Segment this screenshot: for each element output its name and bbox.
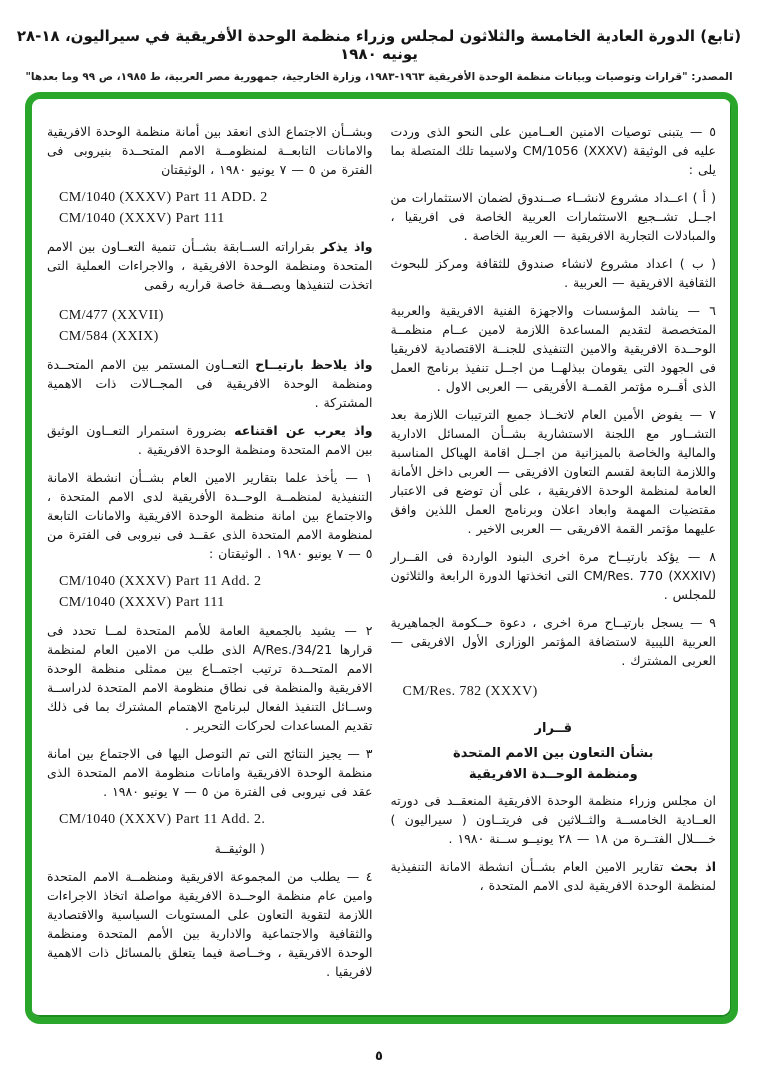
source-citation: المصدر: "قرارات وتوصيات وبيانات منظمة الوحدة الأفريقية ١٩٦٣-١٩٨٣، وزارة الخارجية، جمهورية مصر العربية، ط ١٩٨٥، ص ٩٩ وما بعدها" [25,71,733,83]
doc-ref-cm1040-part111-b: CM/1040 (XXXV) Part 111 [59,595,225,610]
bold-lead: واذ يعرب عن اقتناعه [234,423,373,438]
preamble-noting: واذ يلاحظ بارتيــاح التعــاون المستمر بين الامم المتحــدة ومنظمة الوحدة الافريقية فى المجــالات ذات الاهمية المشتركة . [47,357,373,410]
preamble-having-examined: اذ بحث تقارير الامين العام بشــأن انشطة الامانة التنفيذية لمنظمة الوحدة الافريقية لدى الامم المتحدة ، [390,859,716,893]
doc-ref-cm1040-add2-b: CM/1040 (XXXV) Part 11 Add. 2 [59,574,262,589]
doc-ref-cm477: CM/477 (XXVII) [59,308,164,323]
clause-6: ٦ — يناشد المؤسسات والاجهزة الفنية الافريقية والعربية المتخصصة لتقديم المساعدة اللازمة لامين عــام منظمــة الوحــدة الافريقية والامين التنفيذى للجنــة الاقتصادية لافريقيا فى الجهود التى يقومان ببذلهــا من اجــل تنفيذ برنامج العمل الذى أقــره مؤتمر القمــة الأفريقى — العربى الاول . [390,303,716,394]
clause-8: ٨ — يؤكد بارتيــاح مرة اخرى البنود الواردة فى القــرار CM/Res. 770 (XXXIV) التى اتخذتها الدورة الرابعة والثلاثون للمجلس . [390,549,716,602]
page-header [0,27,758,83]
preamble-expressing: واذ يعرب عن اقتناعه بضرورة استمرار التعــاون الوثيق بين الامم المتحدة ومنظمة الوحدة الافريقية . [47,423,373,457]
clause-5: ٥ — يتبنى توصيات الامنين العــامين على النحو الذى وردت عليه فى الوثيقة CM/1056 (XXXV) ولاسيما تلك المتصلة بما يلى : [390,124,717,177]
preamble-recalling: واذ يذكر بقراراته الســابقة بشــأن تنمية التعــاون بين الامم المتحدة ومنظمة الوحدة الافريقية ، والاجراءات العملية التى اتخذت لتنفيذها وبصــفة خاصة قراريه رقمى [47,239,373,292]
doc-ref-cm584: CM/584 (XXIX) [59,329,159,344]
clause-1: ١ — يأخذ علما بتقارير الامين العام بشــأن انشطة الامانة التنفيذية لمنظمــة الوحــدة الأفريقية لدى الامم المتحدة ، والاجتماع بين امانة منظمة الوحدة الافريقية والامانات التابعة لمنظومة الامم المتحدة الذى عقــد فى نيروبى فى الفترة من ٥ — ٧ يونيو ١٩٨٠ . الوثيقتان : [47,470,373,561]
clause-9: ٩ — يسجل بارتيــاح مرة اخرى ، دعوة حــكومة الجماهيرية العربية الليبية لاستضافة المؤتمر الوزارى الأول الافريقى — العربى المشترك . [390,615,716,668]
doc-ref-cm1040-add2: CM/1040 (XXXV) Part 11 ADD. 2 [59,190,268,205]
bold-lead: واذ يذكر [320,239,373,254]
bold-lead: واذ يلاحظ بارتيــاح [255,357,373,372]
bold-lead: اذ بحث [670,859,716,874]
doc-ref-cm1040-part111: CM/1040 (XXXV) Part 111 [59,211,225,226]
session-title: (تابع) الدورة العادية الخامسة والثلاثون لمجلس وزراء منظمة الوحدة الأفريقية في سيراليون، ١٨-٢٨ يونيه ١٩٨٠ [16,27,742,63]
right-column [391,113,717,1003]
resolution-heading: قــرار [534,721,572,736]
continuation-meeting: وبشــأن الاجتماع الذى انعقد بين أمانة منظمة الوحدة الافريقية والامانات التابعــة لمنظومــة الامم المتحــدة بنيروبى فى الفترة من ٥ — ٧ يونيو ١٩٨٠ ، الوثيقتان [47,124,373,177]
clause-5-a: ( أ ) اعــداد مشروع لانشــاء صــندوق لضمان الاستثمارات من اجــل تشــجيع الاستثمارات العربية الخاصة فى افريقيا ، والمبادلات التجارية الافريقية — العربية الخاصة . [390,190,716,243]
doc-ref-cm1040-add2-c: CM/1040 (XXXV) Part 11 Add. 2. [59,812,266,827]
two-column-text [32,99,731,1017]
preamble-council: ان مجلس وزراء منظمة الوحدة الافريقية المنعقــد فى دورته العــادية الخامســة والثــلاثين فى فريتــاون ( سيراليون ) خــــلال الفتــرة من ١٨ — ٢٨ يونيــو ســنة ١٩٨٠ . [390,793,716,846]
left-column [47,113,373,1003]
page-number: ٥ [375,1049,383,1064]
clause-4: ٤ — يطلب من المجموعة الافريقية ومنظمــة الامم المتحدة وامين عام منظمة الوحــدة الافريقية مواصلة اتخاذ الاجراءات اللازمة لتقوية التعاون على المستويات السياسية والاقتصادية والثقافية والاجتماعية والادارية بين الأمم المتحدة ومنظمة الوحدة الافريقية ، وخــاصة فيما يتعلق بالمسائل ذات الاهمية لافريقيا . [47,869,373,979]
clause-7: ٧ — يفوض الأمين العام لاتخــاذ جميع الترتيبات اللازمة بعد التشــاور مع اللجنة الاستشارية بشــأن المسائل الادارية والمالية والخاصة بالميزانية من اجــل اقامة الهياكل المناسبة واللازمة التابعة لقسم التعاون الافريقى — العربى داخل الأمانة العامة لمنظمة الوحدة الافريقية ، على أن توضع فى الاعتبار مقتضيات المهمة وابعاد اعلان وبرنامج العمل اللذين وافق عليهما مؤتمر القمة الافريقى — العربى الاخير . [390,407,716,536]
doc-ref-cm-res-782: CM/Res. 782 (XXXV) [402,684,538,699]
clause-2: ٢ — يشيد بالجمعية العامة للأمم المتحدة لمــا تحدد فى قرارها A/Res./34/21 الذى طلب من الامين العام لمنظمة الامم المتحــدة ترتيب اجتمــاع بين ممثلى منظمة الوحدة الافريقية والمنظمة فى نطاق منظومة الامم المتحدة لدراســة وســائل التنفيذ الفعال لبرنامج الاهتمام المشترك بما فى ذلك تقديم المساعدات لحركات التحرير . [47,623,373,733]
highlight-border [25,92,738,1024]
clause-3: ٣ — يجيز النتائج التى تم التوصل اليها فى الاجتماع بين امانة منظمة الوحدة الافريقية وامانات منظومة الامم المتحدة الذى عقد فى نيروبى فى الفترة من ٥ — ٧ يونيو ١٩٨٠ . [47,746,373,799]
resolution-subtitle-line2: ومنظمة الوحــدة الافريقية [468,767,638,782]
document-caption: ( الوثيقــة [214,841,265,856]
clause-5-b: ( ب ) اعداد مشروع لانشاء صندوق للثقافة ومركز للبحوث الثقافية الافريقية — العربية . [390,256,716,290]
resolution-subtitle-line1: بشأن التعاون بين الامم المتحدة [453,746,654,761]
